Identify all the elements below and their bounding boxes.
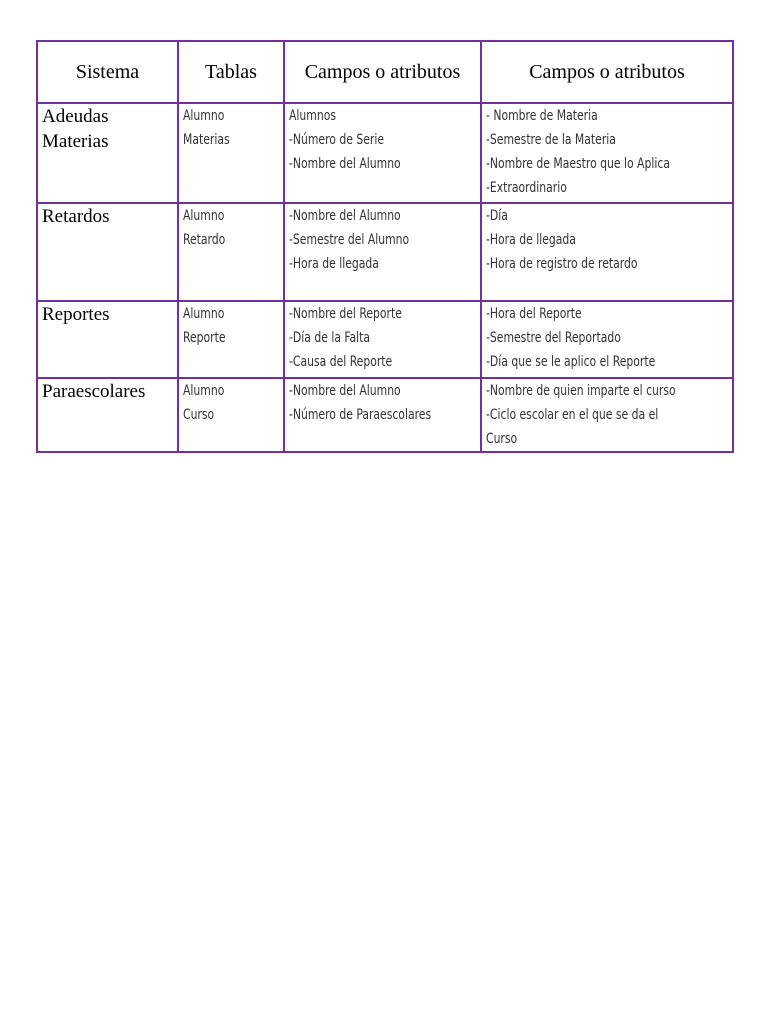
sistema-cell: [37, 203, 178, 301]
tabla-item: Reporte: [183, 330, 226, 346]
tabla-item: Materias: [183, 132, 230, 148]
campo-item: -Hora de registro de retardo: [486, 256, 638, 272]
campos-2-cell: [481, 203, 733, 301]
campos-1-cell: [284, 378, 481, 452]
campos-2-cell: [481, 378, 733, 452]
table-row: [37, 103, 733, 203]
campo-item: -Número de Serie: [289, 132, 385, 148]
table-row: [37, 203, 733, 301]
campo-item: -Semestre del Reportado: [486, 330, 621, 346]
tabla-item: Retardo: [183, 232, 226, 248]
systems-table: [36, 40, 734, 453]
campo-item: Alumnos: [289, 108, 336, 124]
tablas-cell: [178, 103, 284, 203]
campo-item: -Extraordinario: [486, 180, 567, 196]
tablas-cell: [178, 301, 284, 378]
tabla-item: Alumno: [183, 208, 225, 224]
campo-item: -Nombre del Alumno: [289, 156, 401, 172]
header-sistema: Sistema: [37, 41, 178, 103]
table-row: [37, 301, 733, 378]
campos-2-cell: [481, 103, 733, 203]
sistema-name: Retardos: [42, 206, 110, 227]
header-tablas: Tablas: [178, 41, 284, 103]
sistema-cell: [37, 103, 178, 203]
sistema-name: Materias: [42, 131, 109, 152]
header-campos-1: Campos o atributos: [284, 41, 481, 103]
campo-item: - Nombre de Materia: [486, 108, 598, 124]
campo-item: -Hora de llegada: [289, 256, 379, 272]
header-campos-2: Campos o atributos: [481, 41, 733, 103]
campos-1-cell: [284, 301, 481, 378]
campos-2-cell: [481, 301, 733, 378]
tabla-item: Curso: [183, 407, 215, 423]
tablas-cell: [178, 378, 284, 452]
campo-item: -Hora del Reporte: [486, 306, 582, 322]
sistema-name: Paraescolares: [42, 381, 146, 402]
campo-item: -Causa del Reporte: [289, 354, 393, 370]
campo-item: -Nombre del Reporte: [289, 306, 402, 322]
campo-item: Curso: [486, 431, 518, 447]
campo-item: -Día de la Falta: [289, 330, 371, 346]
campo-item: -Hora de llegada: [486, 232, 576, 248]
campo-item: -Día que se le aplico el Reporte: [486, 354, 656, 370]
campo-item: -Nombre del Alumno: [289, 208, 401, 224]
table-header-row: [37, 41, 733, 103]
tabla-item: Alumno: [183, 108, 225, 124]
table-row: [37, 378, 733, 452]
campo-item: -Número de Paraescolares: [289, 407, 432, 423]
campo-item: -Semestre de la Materia: [486, 132, 616, 148]
sistema-name: Adeudas: [42, 106, 109, 127]
tabla-item: Alumno: [183, 383, 225, 399]
tablas-cell: [178, 203, 284, 301]
campos-1-cell: [284, 203, 481, 301]
tabla-item: Alumno: [183, 306, 225, 322]
campo-item: -Nombre de quien imparte el curso: [486, 383, 676, 399]
sistema-cell: [37, 378, 178, 452]
campos-1-cell: [284, 103, 481, 203]
campo-item: -Ciclo escolar en el que se da el: [486, 407, 659, 423]
campo-item: -Día: [486, 208, 508, 224]
sistema-cell: [37, 301, 178, 378]
campo-item: -Nombre de Maestro que lo Aplica: [486, 156, 670, 172]
campo-item: -Nombre del Alumno: [289, 383, 401, 399]
campo-item: -Semestre del Alumno: [289, 232, 410, 248]
sistema-name: Reportes: [42, 304, 110, 325]
